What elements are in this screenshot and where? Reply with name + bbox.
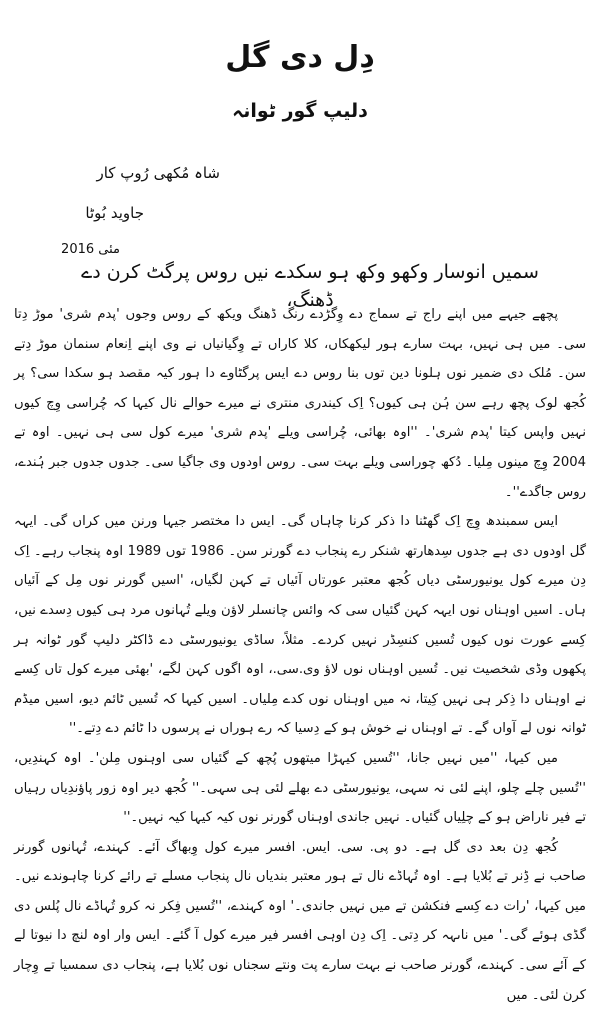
paragraph: پچھے جیہے میں اپنے راج تے سماج دے وِگڑدے رنگ ڈھنگ ویکھ کے روس وجوں 'پدم شری' موڑ دِتا سی۔ میں ہی نہیں، بہت سارے ہور لیکھکاں، کلا کاراں تے وِگیانیاں نے وی اپنے اِنعام سنمان موڑ دِتے سن۔ مُلک دی ضمیر نوں ہلونا دین توں بنا روس دے ایس پرگٹاوے دا ہور کیہ مقصد ہو سکدا سی؟ پر کُجھ لوک پچھ رہے سن ہُن ہی کیوں؟ اِک کیندری منتری نے میرے حوالے نال کیہا کہ چُراسی وِچ کیوں نہیں واپس کیتا 'پدم شری'۔ ''اوہ بھائی، چُراسی ویلے 'پدم شری' میرے کول سی ہی نہیں۔ اوہ تے 2004 وِچ مینوں مِلیا۔ دُکھ چوراسی ویلے بہت سی۔ روس اودوں وی جاگیا سی۔ جدوں جدوں جبر ہُندے، روس جاگدے''۔ bbox=[14, 307, 586, 500]
article-body bbox=[14, 300, 586, 1010]
paragraph: کُجھ دِن بعد دی گل ہے۔ دو پی. سی. ایس. افسر میرے کول وِبھاگ آئے۔ کہندے، تُہانوں گورنر صاحب نے ڈِنر تے بُلایا ہے۔ اوہ تُہاڈے نال تے ہور معتبر بندیاں نال پنجاب مسلے تے رائے کرنا چاہوندے نیں۔ میں کیہا، 'رات دے کِسے فنکشن تے میں نہیں جاندی۔' اوہ کہندے، ''تُسیں فِکر نہ کرو تُہاڈے نال پُلس دی گڈی ہوئے گی۔' میں ناںہہ کر دِتی۔ اِک دِن اوہی افسر فیر میرے کول آ گئے۔ ایس وار اوہ لنچ دا نیوتا لے کے آئے سی۔ کہندے، گورنر صاحب نے بہت سارے پت ونتے سجناں نوں بُلایا ہے، پنجاب دی سمسیا تے وِچار کرن لئی۔ میں bbox=[14, 839, 586, 1003]
publication-date: مئی 2016 bbox=[61, 242, 120, 257]
translator-credit: شاہ مُکھی رُوپ کار bbox=[96, 164, 220, 182]
document-title: دِل دی گل bbox=[225, 40, 375, 75]
paragraph: میں کیہا، ''میں نہیں جانا، ''تُسیں کیہڑا میتھوں پُچھ کے گئیاں سی اوہنوں مِلن'۔ اوہ کہندِیں، ''تُسیں چلے چلو، اپنے لئی نہ سہی، یونیورسٹی دے بھلے لئی ہی سہی۔'' کُجھ دیر اوہ زور پاؤندِیاں رہیاں تے فیر ناراض ہو کے چلِیاں گئیاں۔ نہیں جاندی اوہناں گورنر نوں کیہ کیہا کیہ نہیں۔'' bbox=[14, 750, 586, 826]
epigraph: سمیں انوسار وکھو وکھ ہو سکدے نیں روس پرگٹ کرن دے ڈھنگ، bbox=[81, 261, 539, 311]
author-name: دلیپ گور ٹوانہ bbox=[232, 100, 368, 122]
paragraph: ایس سمبندھ وِچ اِک گھٹنا دا ذکر کرنا چاہاں گی۔ ایس دا مختصر جیہا ورنن میں کراں گی۔ ایہہ گل اودوں دی ہے جدوں سِدھارتھ شنکر رے پنجاب دے گورنر سن۔ 1986 توں 1989 اوہ پنجاب رہے۔ اِک دِن میرے کول یونیورسٹی دیاں کُجھ معتبر عورتاں آئیاں تے کہن لگیاں، 'اسیں گورنر نوں مِل کے آئیاں ہاں۔ اسیں اوہناں نوں ایہہ کہن گئیاں سی کہ وائس چانسلر لاؤن ویلے تُہانوں مرد ہی کیوں دِسدے نیں، کِسے عورت نوں کیوں تُسیں کنسِڈر نہیں کردے۔ مثلاً، ساڈی یونیورسٹی دے ڈاکٹر دلیپ گور ٹوانہ ہر پکھوں وڈی شخصیت نیں۔ تُسیں اوہناں نوں لاؤ وی.سی.، اوہ اگوں کہن لگے، 'بھئی میرے کول تاں کِسے نے اوہناں دا ذِکر ہی نہیں کِیتا، نہ میں اوہناں نوں کدے مِلیاں۔ اسیں کیہا کہ تُسیں ٹائم دیو، اسیں میڈم ٹوانہ نوں لے آواں گے۔ تے اوہناں نے خوش ہو کے دِسیا کہ رے ہوراں نے پرسوں دا ٹائم دے دِتے۔'' bbox=[14, 514, 587, 737]
transliterator-name: جاوید بُوٹا bbox=[85, 204, 144, 222]
